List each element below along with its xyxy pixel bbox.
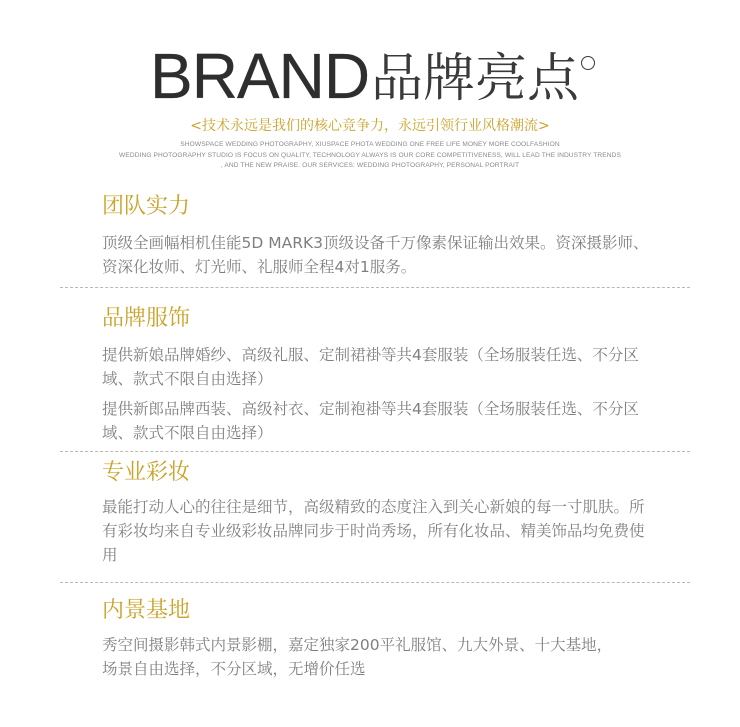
section-body-line: 有彩妆均来自专业级彩妆品牌同步于时尚秀场，所有化妆品、精美饰品均免费使	[102, 522, 645, 540]
section-title: 团队实力	[102, 194, 191, 219]
section-body-line: 提供新郎品牌西装、高级衬衣、定制袍褂等共4套服装（全场服装任选、不分区	[102, 400, 639, 418]
section-divider	[60, 582, 690, 583]
section-brand-apparel	[102, 305, 682, 445]
degree-circle-icon	[581, 56, 595, 70]
english-line: , AND THE NEW PRAISE. OUR SERVICES: WEDDING PHOTOGRAPHY, PERSONAL PORTRAIT	[220, 162, 520, 169]
section-body-line: 域、款式不限自由选择）	[102, 370, 273, 388]
english-description	[60, 140, 680, 172]
section-professional-makeup	[102, 459, 682, 567]
brand-title-english: BRAND	[150, 40, 370, 112]
english-line: SHOWSPACE WEDDING PHOTOGRAPHY, XIUSPACE PHOTA WEDDING ONE FREE LIFE MONEY MORE COOLFASHION	[180, 141, 560, 148]
section-body-line: 用	[102, 546, 118, 564]
brand-tagline: <技术永远是我们的核心竞争力，永远引领行业风格潮流>	[190, 118, 550, 134]
section-body-line: 域、款式不限自由选择）	[102, 424, 273, 442]
section-divider	[60, 287, 690, 288]
section-body-line: 顶级全画幅相机佳能5D MARK3顶级设备千万像素保证输出效果。资深摄影师、	[102, 234, 649, 252]
section-body-line: 最能打动人心的往往是细节，高级精致的态度注入到关心新娘的每一寸肌肤。所	[102, 498, 645, 516]
brand-title-chinese: 品牌亮点	[371, 49, 580, 109]
section-body-line: 提供新娘品牌婚纱、高级礼服、定制裙褂等共4套服装（全场服装任选、不分区	[102, 346, 639, 364]
section-indoor-studio	[102, 597, 682, 681]
section-body-line: 秀空间摄影韩式内景影棚，嘉定独家200平礼服馆、九大外景、十大基地，	[102, 636, 613, 654]
english-line: WEDDING PHOTOGRAPHY STUDIO IS FOCUS ON QUALITY, TECHNOLOGY ALWAYS IS OUR CORE COMPETITIVENESS, WILL LEAD THE INDUSTRY TRENDS	[119, 151, 621, 159]
brand-header	[0, 0, 740, 175]
section-title: 品牌服饰	[102, 306, 191, 331]
section-divider	[60, 451, 690, 452]
section-title: 内景基地	[102, 598, 191, 623]
section-team-strength	[102, 193, 682, 279]
section-body-line: 资深化妆师、灯光师、礼服师全程4对1服务。	[102, 258, 417, 276]
brand-title	[150, 38, 595, 112]
section-body-line: 场景自由选择，不分区域，无增价任选	[102, 660, 366, 678]
section-title: 专业彩妆	[102, 460, 191, 485]
